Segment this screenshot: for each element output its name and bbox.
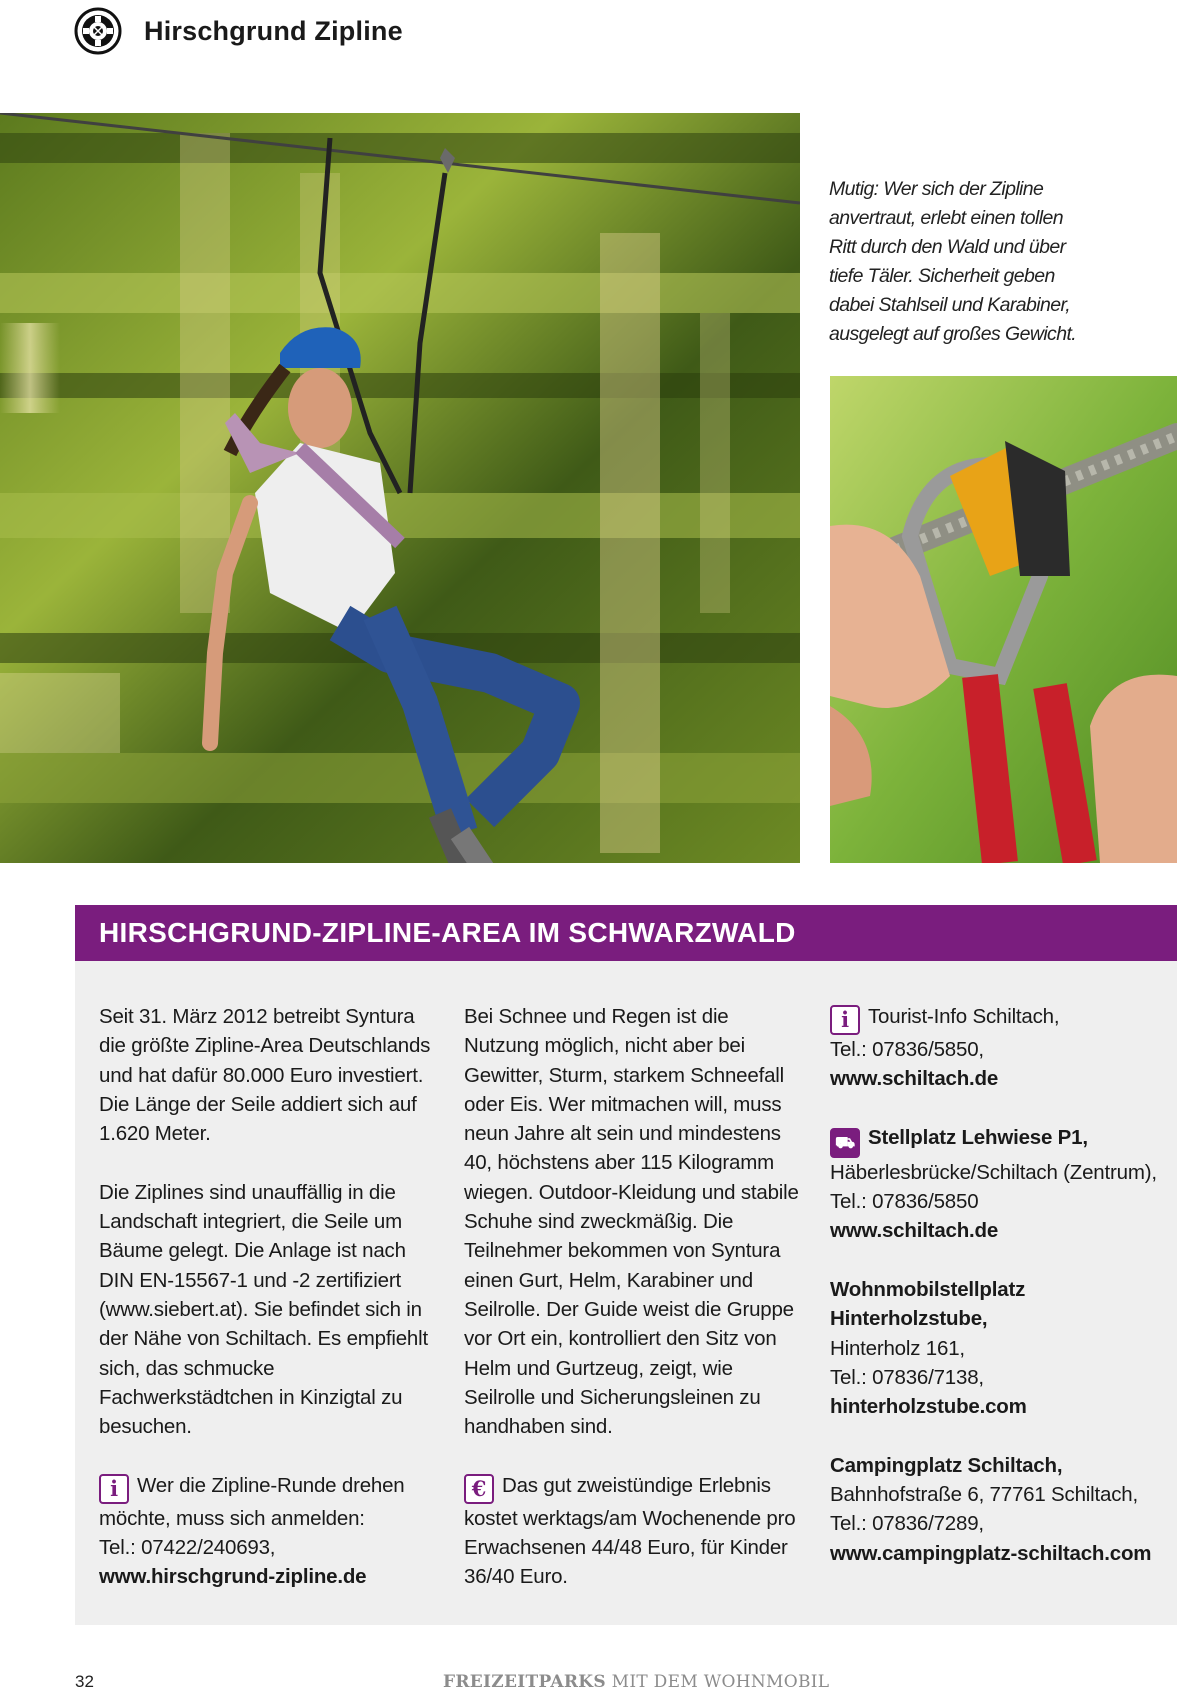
page-title: Hirschgrund Zipline	[144, 15, 403, 46]
wohnmobilstellplatz-phone: Tel.: 07836/7138,	[830, 1365, 984, 1389]
gear-badge-icon	[74, 7, 122, 55]
tourist-info-phone: Tel.: 07836/5850,	[830, 1038, 984, 1061]
intro-paragraph: Seit 31. März 2012 betreibt Syntura die größte Zipline-Area Deutschlands und hat dafür 80.000 Euro investiert. Die Länge der Seile addiert sich auf 1.620 Meter.	[99, 1005, 431, 1146]
info-box	[75, 905, 1177, 1625]
stellplatz-entry	[830, 1123, 1170, 1246]
booking-phone: Tel.: 07422/240693,	[99, 1536, 276, 1560]
photo-caption: Mutig: Wer sich der Zipline anvertraut, erlebt einen tollen Ritt durch den Wald und über tiefe Täler. Sicherheit geben dabei Stahlseil und Karabiner, ausgelegt auf großes Gewicht.	[829, 178, 1077, 345]
camper-icon: ⛟	[830, 1128, 860, 1158]
wohnmobilstellplatz-website-link[interactable]: hinterholzstube.com	[830, 1395, 1027, 1419]
info-icon: i	[830, 1005, 860, 1035]
carabiner-rope-photo	[830, 376, 1177, 863]
wohnmobilstellplatz-address: Hinterholz 161,	[830, 1336, 965, 1360]
campingplatz-website-link[interactable]: www.campingplatz-schiltach.com	[830, 1541, 1152, 1565]
info-column-2	[464, 1002, 804, 1621]
campingplatz-phone: Tel.: 07836/7289,	[830, 1512, 984, 1536]
page-header	[74, 6, 403, 56]
info-icon: i	[99, 1474, 129, 1504]
euro-icon: €	[464, 1474, 494, 1504]
wohnmobilstellplatz-name: Wohnmobilstellplatz Hinterholzstube,	[830, 1278, 1026, 1331]
price-text: Das gut zweistündige Erlebnis kostet werktags/am Wochenende pro Erwachsenen 44/48 Euro, für Kinder 36/40 Euro.	[464, 1473, 796, 1589]
booking-text: Wer die Zipline-Runde drehen möchte, muss sich anmelden:	[99, 1473, 405, 1530]
campingplatz-name: Campingplatz Schiltach,	[830, 1453, 1063, 1477]
wohnmobilstellplatz-entry	[830, 1275, 1170, 1421]
info-column-1	[99, 1002, 439, 1621]
details-paragraph: Die Ziplines sind unauffällig in die Landschaft integriert, die Seile um Bäume gelegt. Die Anlage ist nach DIN EN-15567-1 und -2 zertifiziert (www.siebert.at). Sie befindet sich in der Nähe von Schiltach. Es empfiehlt sich, das schmucke Fachwerkstädtchen in Kinzigtal zu besuchen.	[99, 1180, 428, 1439]
footer-title-bold: FREIZEITPARKS	[443, 1672, 606, 1692]
conditions-paragraph: Bei Schnee und Regen ist die Nutzung möglich, nicht aber bei Gewitter, Sturm, starkem Schneefall oder Eis. Wer mitmachen will, muss neun Jahre alt sein und mindestens 40, höchstens aber 115 Kilogramm wiegen. Outdoor-Kleidung und stabile Schuhe sind zweckmäßig. Die Teilnehmer bekommen von Syntura einen Gurt, Helm, Karabiner und Seilrolle. Der Guide weist die Gruppe vor Ort ein, kontrolliert den Sitz von Helm und Gurtzeug, zeigt, wie Seilrolle und Sicherungsleinen zu handhaben sind.	[464, 1005, 799, 1439]
info-box-heading: HIRSCHGRUND-ZIPLINE-AREA IM SCHWARZWALD	[75, 905, 1177, 961]
page-number: 32	[75, 1672, 94, 1691]
tourist-info-name: Tourist-Info Schiltach,	[868, 1005, 1060, 1028]
tourist-info-entry	[830, 1002, 1170, 1094]
footer-title-rest: MIT DEM WOHNMOBIL	[605, 1672, 830, 1692]
campingplatz-entry	[830, 1451, 1170, 1568]
stellplatz-website-link[interactable]: www.schiltach.de	[830, 1219, 999, 1243]
info-column-3	[830, 1002, 1170, 1597]
campingplatz-address: Bahnhofstraße 6, 77761 Schiltach,	[830, 1483, 1138, 1507]
booking-website-link[interactable]: www.hirschgrund-zipline.de	[99, 1565, 367, 1589]
zipline-rider-photo	[0, 113, 800, 863]
booking-paragraph	[99, 1471, 439, 1592]
stellplatz-address: Häberlesbrücke/Schiltach (Zentrum), Tel.: 07836/5850	[830, 1160, 1157, 1214]
price-paragraph	[464, 1471, 804, 1592]
tourist-info-website-link[interactable]: www.schiltach.de	[830, 1067, 999, 1091]
stellplatz-name: Stellplatz Lehwiese P1,	[868, 1125, 1088, 1149]
footer-title	[443, 1672, 829, 1692]
